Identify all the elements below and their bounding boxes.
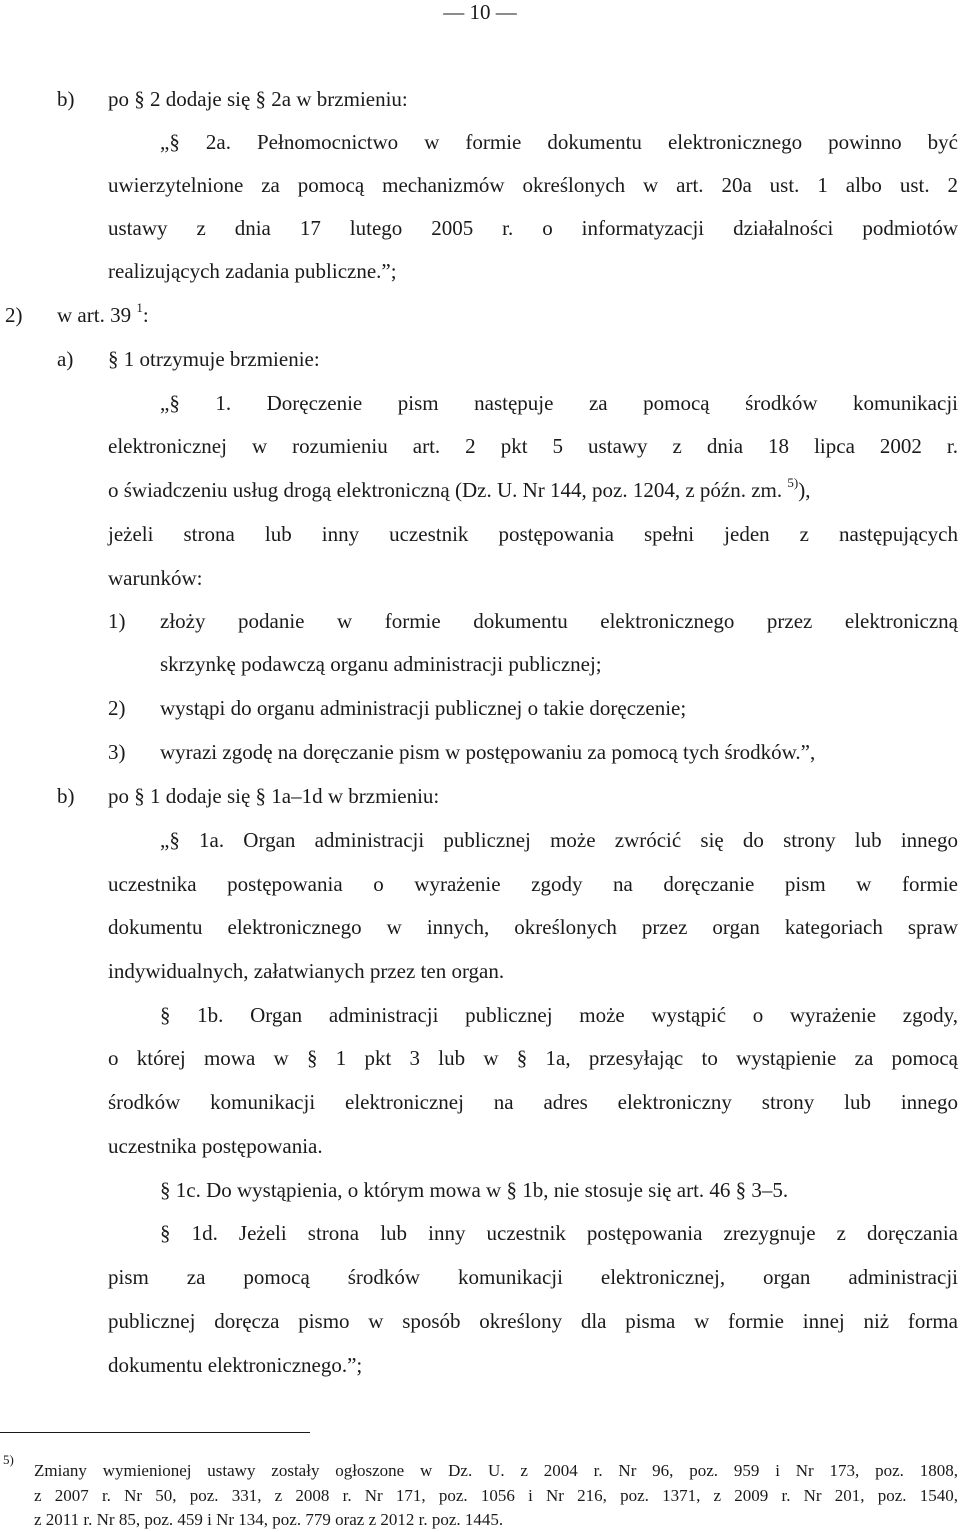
paragraph-2a-line: uwierzytelnione za pomocą mechanizmów określonych w art. 20a ust. 1 albo ust. 2 [108,173,958,197]
footnote-reference: 5) [787,475,799,490]
list-label-2: 2) [5,303,23,327]
amendment-instruction: po § 2 dodaje się § 2a w brzmieniu: [108,87,408,111]
footnote-line: z 2007 r. Nr 50, poz. 331, z 2008 r. Nr 171, poz. 1056 i Nr 216, poz. 1371, z 2009 r. Nr 201, poz. 1540, [34,1486,958,1505]
paragraph-1b-line: środków komunikacji elektronicznej na adres elektroniczny strony lub innego [108,1090,958,1114]
paragraph-1d-line: § 1d. Jeżeli strona lub inny uczestnik postępowania zrezygnuje z doręczania [160,1221,958,1245]
paragraph-1a-line: „§ 1a. Organ administracji publicznej może zwrócić się do strony lub innego [160,828,958,852]
paragraph-1d-line: dokumentu elektronicznego.”; [108,1353,363,1377]
paragraph-1a-line: dokumentu elektronicznego w innych, określonych przez organ kategoriach spraw [108,915,958,939]
paragraph-2a-line: „§ 2a. Pełnomocnictwo w formie dokumentu elektronicznego powinno być [160,130,958,154]
paragraph-1b-line: o której mowa w § 1 pkt 3 lub w § 1a, przesyłając to wystąpienie za pomocą [108,1046,958,1070]
amendment-instruction: § 1 otrzymuje brzmienie: [108,347,320,371]
list-label-b: b) [57,87,75,111]
condition-3: wyrazi zgodę na doręczanie pism w postępowaniu za pomocą tych środków.”, [160,740,816,764]
paragraph-1b-line: § 1b. Organ administracji publicznej może wystąpić o wyrażenie zgody, [160,1003,958,1027]
paragraph-2a-line: realizujących zadania publiczne.”; [108,259,397,283]
paragraph-1-line: jeżeli strona lub inny uczestnik postępowania spełni jeden z następujących [108,522,958,546]
paragraph-1a-line: indywidualnych, załatwianych przez ten organ. [108,959,505,983]
list-label-b: b) [57,784,75,808]
paragraph-1-line: elektronicznej w rozumieniu art. 2 pkt 5 ustawy z dnia 18 lipca 2002 r. [108,434,958,458]
list-label-a: a) [57,347,74,371]
footnote-line: z 2011 r. Nr 85, poz. 459 i Nr 134, poz. 779 oraz z 2012 r. poz. 1445. [34,1510,504,1529]
condition-label-1: 1) [108,609,126,633]
condition-1-line: skrzynkę podawczą organu administracji publicznej; [160,652,602,676]
paragraph-1d-line: pism za pomocą środków komunikacji elektronicznej, organ administracji [108,1265,958,1289]
footnote-separator [0,1432,310,1433]
condition-label-3: 3) [108,740,126,764]
paragraph-1d-line: publicznej doręcza pismo w sposób określony dla pisma w formie innej niż forma [108,1309,958,1333]
condition-label-2: 2) [108,696,126,720]
paragraph-2a-line: ustawy z dnia 17 lutego 2005 r. o informatyzacji działalności podmiotów [108,216,958,240]
condition-2: wystąpi do organu administracji publicznej o takie doręczenie; [160,696,687,720]
amendment-instruction: po § 1 dodaje się § 1a–1d w brzmieniu: [108,784,440,808]
footnote-line: Zmiany wymienionej ustawy zostały ogłoszone w Dz. U. z 2004 r. Nr 96, poz. 959 i Nr 173, poz. 1808, [34,1461,958,1480]
page-number: — 10 — [443,0,517,24]
condition-1-line: złoży podanie w formie dokumentu elektronicznego przez elektroniczną [160,609,958,633]
paragraph-1c-line: § 1c. Do wystąpienia, o którym mowa w § 1b, nie stosuje się art. 46 § 3–5. [160,1178,789,1202]
article-reference: w art. 39 $^1$: [57,300,149,327]
paragraph-1-line: o świadczeniu usług drogą elektroniczną (Dz. U. Nr 144, poz. 1204, z późn. zm. $^{5)}$), [108,475,811,502]
paragraph-1-line: „§ 1. Doręczenie pism następuje za pomocą środków komunikacji [160,391,958,415]
paragraph-1-line: warunków: [108,566,203,590]
footnote-mark: 5) [3,1452,14,1467]
paragraph-1a-line: uczestnika postępowania o wyrażenie zgody na doręczanie pism w formie [108,872,958,896]
paragraph-1b-line: uczestnika postępowania. [108,1134,323,1158]
